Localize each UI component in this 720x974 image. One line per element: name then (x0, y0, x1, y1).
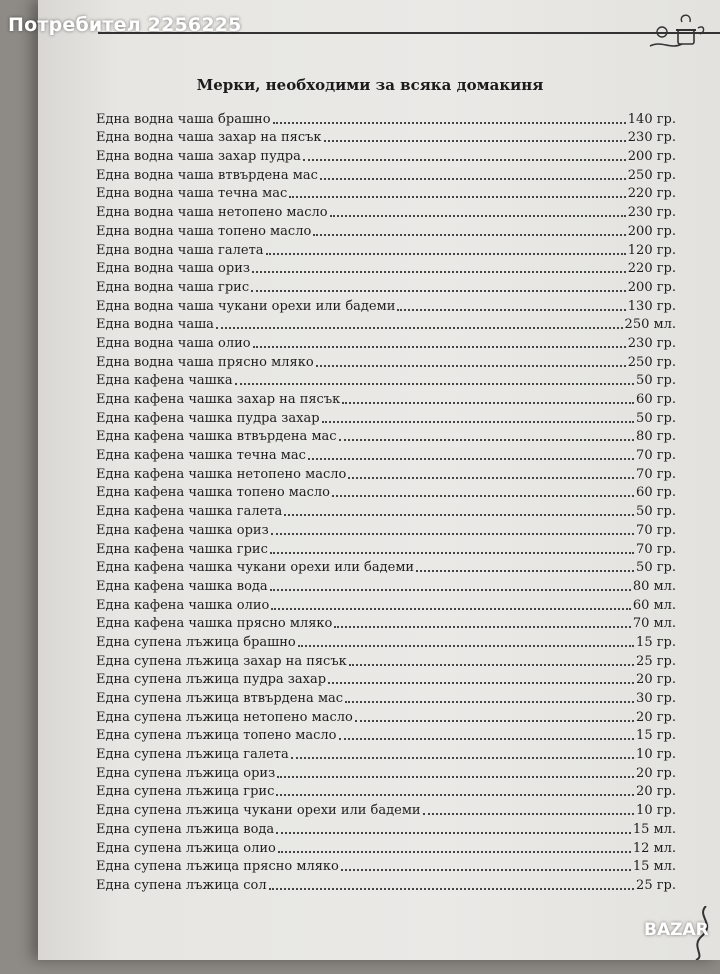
dot-leader (308, 458, 634, 460)
measure-row (96, 519, 676, 538)
dot-leader (270, 589, 631, 591)
dot-leader (271, 608, 630, 610)
measure-value: 15 гр. (636, 634, 676, 650)
measure-label: Една супена лъжица ориз (96, 765, 276, 781)
measures-list (96, 108, 676, 893)
measure-value: 30 гр. (636, 691, 676, 706)
measure-label: Една водна чаша брашно (96, 111, 271, 127)
measure-row (96, 388, 676, 407)
dot-leader (316, 365, 626, 367)
measure-row (96, 762, 676, 781)
measure-value: 80 мл. (632, 578, 676, 594)
measure-label: Една кафена чашка прясно мляко (96, 616, 333, 632)
page-title: Мерки, необходими за всяка домакиня (196, 76, 544, 94)
measure-label: Една водна чаша олио (96, 335, 251, 351)
measure-value: 25 гр. (636, 653, 676, 669)
measure-row (96, 164, 676, 183)
measure-label: Една супена лъжица сол (96, 877, 267, 893)
measure-value: 220 гр. (627, 261, 676, 277)
measure-value: 70 гр. (636, 448, 676, 464)
dot-leader (253, 346, 626, 348)
measure-value: 200 гр. (627, 223, 676, 239)
dot-leader (273, 122, 626, 124)
measure-row (96, 276, 676, 295)
measure-label: Една водна чаша течна мас (96, 186, 288, 202)
measure-row (96, 818, 676, 837)
bazar-logo: BAZAR (644, 920, 709, 940)
measure-value: 20 гр. (636, 765, 676, 781)
dot-leader (345, 701, 634, 703)
dot-leader (324, 140, 626, 142)
measure-row (96, 669, 676, 688)
measure-label: Една супена лъжица пудра захар (96, 672, 327, 688)
dot-leader (276, 794, 634, 796)
dot-leader (303, 159, 626, 161)
measure-label: Една кафена чашка нетопено масло (96, 466, 347, 482)
measure-label: Една супена лъжица чукани орехи или бадеми (96, 803, 421, 819)
measure-value: 10 гр. (636, 803, 676, 819)
measure-row (96, 314, 676, 333)
dot-leader (252, 271, 626, 273)
measure-row (96, 725, 676, 744)
measure-value: 20 гр. (636, 784, 676, 800)
measure-row (96, 687, 676, 706)
measure-row (96, 145, 676, 164)
measure-row (96, 594, 676, 613)
dot-leader (298, 645, 634, 647)
measure-row (96, 295, 676, 314)
measure-value: 50 гр. (636, 373, 676, 389)
measure-value: 20 гр. (636, 672, 676, 688)
measure-row (96, 500, 676, 519)
measure-label: Една кафена чашка грис (96, 541, 268, 557)
measure-value: 120 гр. (627, 242, 676, 258)
measure-label: Една водна чаша (96, 317, 214, 333)
measure-value: 80 гр. (636, 429, 676, 445)
measure-label: Една супена лъжица вода (96, 821, 275, 837)
measure-label: Една супена лъжица топено масло (96, 728, 337, 744)
measure-label: Една водна чаша грис (96, 279, 250, 295)
measure-label: Една кафена чашка топено масло (96, 485, 330, 501)
measure-row (96, 463, 676, 482)
measure-value: 230 гр. (627, 205, 676, 221)
measure-value: 50 гр. (636, 410, 676, 426)
dot-leader (349, 664, 634, 666)
dot-leader (348, 477, 634, 479)
measure-row (96, 351, 676, 370)
dot-leader (342, 402, 634, 404)
measure-value: 200 гр. (627, 279, 676, 295)
dot-leader (322, 421, 635, 423)
measure-value: 50 гр. (636, 560, 676, 576)
measure-row (96, 426, 676, 445)
dot-leader (216, 327, 623, 329)
dot-leader (423, 813, 634, 815)
measure-row (96, 201, 676, 220)
measure-label: Една супена лъжица нетопено масло (96, 709, 353, 725)
measure-value: 130 гр. (627, 298, 676, 314)
measure-label: Една водна чаша втвърдена мас (96, 167, 318, 183)
measure-row (96, 407, 676, 426)
measure-value: 15 гр. (636, 728, 676, 744)
measure-value: 70 гр. (636, 466, 676, 482)
measure-row (96, 874, 676, 893)
measure-value: 200 гр. (627, 149, 676, 165)
measure-label: Една водна чаша нетопено масло (96, 205, 328, 221)
measure-value: 15 мл. (632, 821, 676, 837)
dot-leader (291, 757, 634, 759)
measure-value: 25 гр. (636, 877, 676, 893)
measure-label: Една водна чаша галета (96, 242, 264, 258)
measure-value: 250 мл. (624, 317, 676, 333)
measure-value: 70 гр. (636, 541, 676, 557)
dot-leader (266, 253, 626, 255)
measure-row (96, 482, 676, 501)
measure-row (96, 631, 676, 650)
dot-leader (416, 570, 634, 572)
measure-value: 60 гр. (636, 392, 676, 407)
dot-leader (278, 851, 631, 853)
dot-leader (332, 495, 634, 497)
dot-leader (355, 720, 634, 722)
measure-value: 10 гр. (636, 747, 676, 763)
measure-value: 140 гр. (627, 111, 676, 127)
dot-leader (339, 738, 635, 740)
measure-row (96, 557, 676, 576)
measure-row (96, 613, 676, 632)
measure-label: Една кафена чашка олио (96, 597, 270, 613)
cook-ornament-icon (648, 10, 708, 54)
measure-label: Една кафена чашка захар на пясък (96, 392, 341, 407)
measure-label: Една супена лъжица галета (96, 747, 289, 763)
measure-value: 20 гр. (636, 709, 676, 725)
dot-leader (284, 514, 634, 516)
user-watermark: Потребител 2256225 (8, 14, 242, 36)
measure-row (96, 856, 676, 875)
dot-leader (339, 439, 634, 441)
measure-label: Една кафена чашка течна мас (96, 448, 306, 464)
measure-value: 70 мл. (632, 616, 676, 632)
dot-leader (334, 626, 630, 628)
measure-value: 15 мл. (632, 859, 676, 875)
measure-label: Една супена лъжица втвърдена мас (96, 691, 344, 706)
dot-leader (251, 290, 626, 292)
measure-label: Една кафена чашка чукани орехи или бадеми (96, 560, 415, 576)
dot-leader (328, 682, 634, 684)
measure-row (96, 837, 676, 856)
measure-row (96, 183, 676, 202)
measure-label: Една водна чаша прясно мляко (96, 354, 314, 370)
measure-row (96, 799, 676, 818)
measure-row (96, 258, 676, 277)
measure-label: Една кафена чашка пудра захар (96, 410, 320, 426)
measure-label: Една водна чаша ориз (96, 261, 250, 277)
measure-row (96, 781, 676, 800)
measure-label: Една кафена чашка ориз (96, 522, 269, 538)
measure-label: Една супена лъжица захар на пясък (96, 653, 347, 669)
measure-label: Една кафена чашка вода (96, 578, 268, 594)
dot-leader (341, 869, 631, 871)
measure-row (96, 332, 676, 351)
measure-value: 250 гр. (627, 167, 676, 183)
measure-label: Една супена лъжица брашно (96, 634, 296, 650)
measure-row (96, 575, 676, 594)
measure-value: 250 гр. (627, 354, 676, 370)
measure-row (96, 220, 676, 239)
measure-value: 70 гр. (636, 522, 676, 538)
dot-leader (397, 309, 625, 311)
dot-leader (270, 552, 634, 554)
dot-leader (330, 215, 626, 217)
measure-value: 60 гр. (636, 485, 676, 501)
measure-value: 230 гр. (627, 335, 676, 351)
dot-leader (276, 832, 631, 834)
measure-row (96, 370, 676, 389)
dot-leader (235, 383, 634, 385)
measure-value: 230 гр. (627, 130, 676, 146)
measure-label: Една кафена чашка галета (96, 504, 283, 520)
measure-label: Една кафена чашка втвърдена мас (96, 429, 337, 445)
measure-row (96, 538, 676, 557)
dot-leader (269, 888, 634, 890)
measure-row (96, 444, 676, 463)
measure-label: Една супена лъжица прясно мляко (96, 859, 339, 875)
dot-leader (313, 234, 626, 236)
measure-row (96, 706, 676, 725)
measure-row (96, 239, 676, 258)
measure-label: Една водна чаша захар пудра (96, 149, 301, 165)
measure-value: 220 гр. (627, 186, 676, 202)
measure-label: Една супена лъжица грис (96, 784, 275, 800)
measure-row (96, 108, 676, 127)
dot-leader (289, 196, 626, 198)
measure-label: Една кафена чашка (96, 373, 233, 389)
measure-value: 50 гр. (636, 504, 676, 520)
measure-value: 60 мл. (632, 597, 676, 613)
measure-row (96, 127, 676, 146)
dot-leader (277, 776, 634, 778)
measure-value: 12 мл. (632, 840, 676, 856)
measure-label: Една водна чаша захар на пясък (96, 130, 322, 146)
measure-label: Една супена лъжица олио (96, 840, 276, 856)
dot-leader (320, 178, 626, 180)
measure-row (96, 650, 676, 669)
dot-leader (271, 533, 634, 535)
measure-label: Една водна чаша чукани орехи или бадеми (96, 298, 396, 314)
measure-label: Една водна чаша топено масло (96, 223, 312, 239)
measure-row (96, 743, 676, 762)
